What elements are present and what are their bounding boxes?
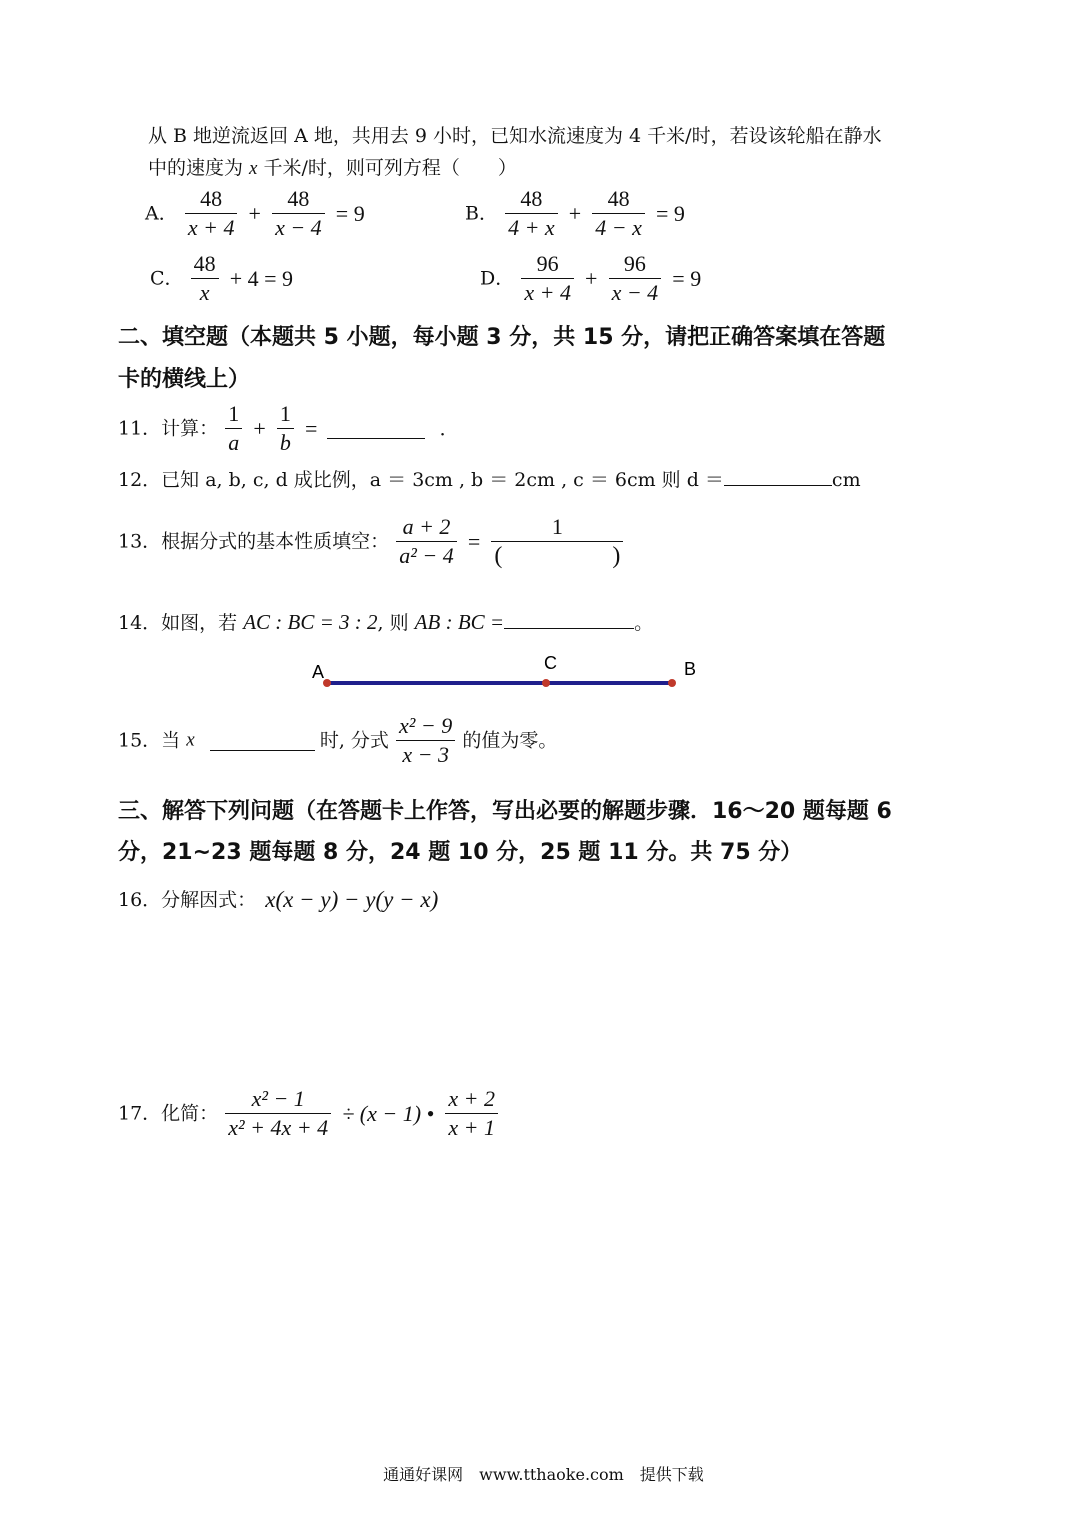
q14-prefix: 14．如图，若	[118, 612, 244, 634]
q15-mid: 时, 分式	[319, 729, 389, 752]
q11-num1: 1	[228, 401, 240, 426]
option-d-num2: 96	[623, 251, 646, 276]
q10-option-a	[145, 185, 369, 242]
option-a-frac2	[272, 185, 325, 242]
option-a-den1: x + 4	[185, 213, 238, 242]
q10-option-c	[150, 250, 297, 307]
section3-title-line2: 分，21~23 题每题 8 分，24 题 10 分，25 题 11 分。共 75 分）	[118, 840, 803, 865]
q11-frac1	[225, 400, 242, 457]
q15-frac	[396, 712, 455, 769]
q13-right-den[interactable]	[491, 541, 623, 570]
q13-prefix: 13．根据分式的基本性质填空：	[118, 530, 390, 553]
q15-answer-blank[interactable]	[210, 730, 315, 751]
q11	[118, 400, 459, 457]
label-b: B	[684, 659, 697, 679]
point-c	[542, 679, 550, 687]
q13-right-num: 1	[551, 514, 563, 539]
q14-ratio1: AC : BC = 3 : 2	[243, 610, 378, 634]
q11-den1: a	[225, 428, 242, 457]
q12-text: 12．已知 a, b, c, d 成比例，a ＝ 3cm , b ＝ 2cm , c ＝ 6cm 则 d ＝	[118, 469, 724, 491]
label-a: A	[312, 662, 325, 682]
q13-num: a + 2	[402, 514, 451, 539]
option-a-rhs: = 9	[335, 200, 365, 226]
q14	[118, 608, 653, 637]
q10-var: x	[249, 158, 258, 179]
page-footer: 通通好课网 www.tthaoke.com 提供下载	[383, 1465, 704, 1484]
q11-op: +	[253, 415, 266, 441]
point-a	[323, 679, 331, 687]
option-a-label: A．	[145, 202, 178, 225]
q11-end: ．	[439, 417, 459, 440]
q13-rparen: )	[612, 543, 621, 569]
option-c-num: 48	[193, 251, 216, 276]
option-b-frac1	[505, 185, 558, 242]
q15-prefix: 15．当	[118, 729, 187, 752]
option-a-den2: x − 4	[272, 213, 325, 242]
q16	[118, 886, 442, 914]
option-a-num2: 48	[287, 186, 310, 211]
q10-line2-post: 千米/时，则可列方程（ ）	[257, 157, 517, 179]
q15-var: x	[186, 729, 195, 751]
point-b	[668, 679, 676, 687]
section2-title-line1: 二、填空题（本题共 5 小题，每小题 3 分，共 15 分，请把正确答案填在答题	[118, 325, 886, 350]
q17-den2: x + 1	[445, 1113, 498, 1142]
q17-num2: x + 2	[448, 1086, 495, 1111]
q15-end: 的值为零。	[462, 729, 558, 752]
q12-unit: cm	[831, 469, 861, 491]
q13	[118, 513, 625, 570]
q11-den2: b	[277, 428, 294, 457]
q10-line2-pre: 中的速度为	[148, 157, 250, 179]
q14-end: 。	[634, 612, 654, 634]
option-c-frac	[191, 250, 219, 307]
option-b-frac2	[592, 185, 645, 242]
option-b-label: B．	[465, 202, 498, 225]
q11-answer-blank[interactable]	[327, 418, 425, 439]
option-b-den1: 4 + x	[505, 213, 558, 242]
option-d-rhs: = 9	[672, 265, 702, 291]
q11-prefix: 11．计算：	[118, 417, 219, 440]
option-b-num1: 48	[520, 186, 543, 211]
q11-num2: 1	[279, 401, 291, 426]
q17-mid: ÷ (x − 1) •	[342, 1100, 435, 1126]
q15-den: x − 3	[396, 740, 455, 769]
q10-option-d	[480, 250, 705, 307]
q16-prefix: 16．分解因式：	[118, 889, 257, 911]
q17-den1: x² + 4x + 4	[225, 1113, 331, 1142]
q17-frac2	[445, 1085, 498, 1142]
label-c: C	[544, 653, 557, 673]
q13-frac-left	[396, 513, 456, 570]
option-d-frac2	[609, 250, 662, 307]
option-d-label: D．	[480, 267, 515, 290]
option-d-op: +	[585, 265, 598, 291]
option-d-frac1	[521, 250, 574, 307]
q12	[118, 465, 861, 494]
option-b-rhs: = 9	[656, 200, 685, 226]
segment-diagram	[300, 645, 720, 700]
section3-title-line1: 三、解答下列问题（在答题卡上作答，写出必要的解题步骤．16～20 题每题 6	[118, 799, 892, 824]
option-c-label: C．	[150, 267, 184, 290]
q16-expr: x(x − y) − y(y − x)	[265, 887, 439, 912]
q11-eq: =	[304, 415, 318, 441]
option-b-den2: 4 − x	[592, 213, 645, 242]
option-c-den: x	[191, 278, 219, 307]
option-d-num1: 96	[536, 251, 559, 276]
q11-frac2	[277, 400, 294, 457]
option-b-op: +	[568, 200, 582, 226]
section2-title-line2: 卡的横线上）	[118, 367, 251, 392]
option-b-num2: 48	[607, 186, 630, 211]
q13-lparen: (	[494, 543, 503, 569]
q12-answer-blank[interactable]	[724, 465, 832, 486]
option-a-frac1	[185, 185, 238, 242]
q14-mid: , 则	[377, 612, 415, 634]
option-a-num1: 48	[200, 186, 223, 211]
q17	[118, 1085, 500, 1142]
q13-eq: =	[467, 528, 481, 554]
q17-num1: x² − 1	[251, 1086, 305, 1111]
q14-answer-blank[interactable]	[504, 608, 634, 629]
q17-frac1	[225, 1085, 331, 1142]
q13-frac-right	[491, 513, 623, 570]
q10-line1: 从 B 地逆流返回 A 地，共用去 9 小时，已知水流速度为 4 千米/时，若设该轮船在静水	[148, 125, 882, 147]
q13-den: a² − 4	[396, 541, 456, 570]
option-d-den2: x − 4	[609, 278, 662, 307]
q10-line2	[148, 154, 517, 183]
option-c-rest: + 4 = 9	[229, 265, 294, 291]
option-a-op: +	[248, 200, 261, 226]
option-d-den1: x + 4	[521, 278, 574, 307]
q14-ratio2: AB : BC =	[414, 610, 505, 634]
q15-num: x² − 9	[399, 713, 453, 738]
q10-option-b	[465, 185, 689, 242]
q17-prefix: 17．化简：	[118, 1102, 219, 1125]
q15	[118, 712, 557, 769]
